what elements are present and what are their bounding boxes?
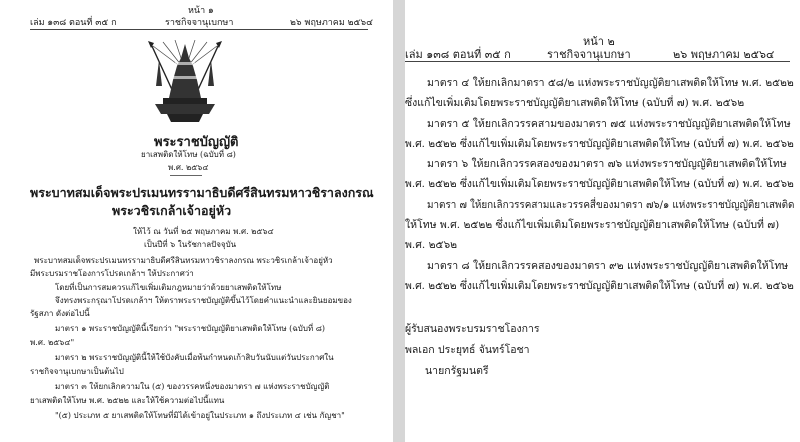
page-gutter [393, 0, 405, 442]
body-line: พ.ศ. ๒๕๖๔" [30, 338, 75, 347]
act-title: พระราชบัญญัติ [154, 135, 239, 150]
section-line: พ.ศ. ๒๕๖๒ [405, 239, 458, 251]
reign-year: เป็นปีที่ ๖ ในรัชกาลปัจจุบัน [144, 240, 237, 249]
body-line: ราชกิจจานุเบกษาเป็นต้นไป [30, 367, 124, 376]
gazette-date: ๒๖ พฤษภาคม ๒๕๖๔ [290, 18, 373, 28]
body-line: โดยที่เป็นการสมควรแก้ไขเพิ่มเติมกฎหมายว่าด้วยยาเสพติดให้โทษ [55, 283, 282, 292]
section-line: มาตรา ๘ ให้ยกเลิกวรรคสองของมาตรา ๙๒ แห่งพระราชบัญญัติยาเสพติดให้โทษ [427, 260, 789, 272]
body-line: จึงทรงพระกรุณาโปรดเกล้าฯ ให้ตราพระราชบัญญัติขึ้นไว้โดยคำแนะนำและยินยอมของ [55, 296, 352, 305]
section-line: มาตรา ๕ ให้ยกเลิกวรรคสามของมาตรา ๗๕ แห่งพระราชบัญญัติยาเสพติดให้โทษ [427, 118, 791, 130]
section-line: มาตรา ๗ ให้ยกเลิกวรรคสามและวรรคสี่ของมาตรา ๗๖/๑ แห่งพระราชบัญญัติยาเสพติด [427, 199, 795, 211]
section-line: ซึ่งแก้ไขเพิ่มเติมโดยพระราชบัญญัติยาเสพติดให้โทษ (ฉบับที่ ๗) พ.ศ. ๒๕๖๒ [405, 97, 745, 109]
header-rule [30, 29, 368, 30]
gazette-name: ราชกิจจานุเบกษา [165, 18, 234, 28]
body-line: มีพระบรมราชโองการโปรดเกล้าฯ ให้ประกาศว่า [30, 269, 194, 278]
pm-name: พลเอก ประยุทธ์ จันทร์โอชา [405, 344, 530, 356]
royal-crown-emblem-icon [145, 40, 225, 125]
body-line: ยาเสพติดให้โทษ พ.ศ. ๒๕๒๒ และให้ใช้ความต่อไปนี้แทน [30, 396, 225, 405]
gazette-page-1 [0, 0, 393, 442]
pm-title: นายกรัฐมนตรี [425, 365, 489, 377]
section-line: พ.ศ. ๒๕๒๒ ซึ่งแก้ไขเพิ่มเติมโดยพระราชบัญญัติยาเสพติดให้โทษ (ฉบับที่ ๗) พ.ศ. ๒๕๖๒ [405, 178, 794, 190]
body-line: รัฐสภา ดังต่อไปนี้ [30, 309, 90, 318]
section-line: ให้โทษ พ.ศ. ๒๕๒๒ ซึ่งแก้ไขเพิ่มเติมโดยพระราชบัญญัติยาเสพติดให้โทษ (ฉบับที่ ๗) [405, 219, 780, 231]
gazette-page-2 [405, 0, 800, 442]
section-line: พ.ศ. ๒๕๒๒ ซึ่งแก้ไขเพิ่มเติมโดยพระราชบัญญัติยาเสพติดให้โทษ (ฉบับที่ ๗) พ.ศ. ๒๕๖๒ [405, 280, 794, 292]
gazette-date: ๒๖ พฤษภาคม ๒๕๖๔ [673, 48, 775, 61]
section-line: มาตรา ๖ ให้ยกเลิกวรรคสองของมาตรา ๗๖ แห่งพระราชบัญญัติยาเสพติดให้โทษ [427, 158, 787, 170]
volume-issue: เล่ม ๑๓๘ ตอนที่ ๓๕ ก [30, 18, 117, 28]
volume-issue: เล่ม ๑๓๘ ตอนที่ ๓๕ ก [405, 48, 511, 61]
page-number: หน้า ๑ [188, 6, 214, 16]
body-line: "(๕) ประเภท ๕ ยาเสพติดให้โทษที่มิได้เข้าอยู่ในประเภท ๑ ถึงประเภท ๔ เช่น กัญชา" [55, 411, 345, 420]
body-line: มาตรา ๒ พระราชบัญญัตินี้ให้ใช้บังคับเมื่อพ้นกำหนดเก้าสิบวันนับแต่วันประกาศใน [55, 353, 334, 362]
section-line: พ.ศ. ๒๕๒๒ ซึ่งแก้ไขเพิ่มเติมโดยพระราชบัญญัติยาเสพติดให้โทษ (ฉบับที่ ๗) พ.ศ. ๒๕๖๒ [405, 138, 794, 150]
given-date: ให้ไว้ ณ วันที่ ๒๕ พฤษภาคม พ.ศ. ๒๕๖๔ [133, 227, 274, 236]
page-number: หน้า ๒ [583, 35, 615, 48]
header-rule [405, 61, 790, 62]
body-line: มาตรา ๓ ให้ยกเลิกความใน (๕) ของวรรคหนึ่งของมาตรา ๗ แห่งพระราชบัญญัติ [55, 382, 330, 391]
king-name-line2: พระวชิรเกล้าเจ้าอยู่หัว [112, 203, 232, 218]
act-year: พ.ศ. ๒๕๖๔ [168, 163, 209, 172]
body-line: มาตรา ๑ พระราชบัญญัตินี้เรียกว่า "พระราชบัญญัติยาเสพติดให้โทษ (ฉบับที่ ๘) [55, 324, 325, 333]
countersign-label: ผู้รับสนองพระบรมราชโองการ [405, 323, 540, 335]
king-name-line1: พระบาทสมเด็จพระปรเมนทรรามาธิบดีศรีสินทรมหาวชิราลงกรณ [30, 185, 374, 200]
gazette-name: ราชกิจจานุเบกษา [547, 48, 631, 61]
section-line: มาตรา ๔ ให้ยกเลิกมาตรา ๕๘/๒ แห่งพระราชบัญญัติยาเสพติดให้โทษ พ.ศ. ๒๕๒๒ [427, 77, 794, 89]
title-divider [170, 175, 202, 176]
body-line: พระบาทสมเด็จพระปรเมนทรรามาธิบดีศรีสินทรมหาวชิราลงกรณ พระวชิรเกล้าเจ้าอยู่หัว [34, 256, 333, 265]
act-subtitle: ยาเสพติดให้โทษ (ฉบับที่ ๘) [141, 150, 236, 159]
